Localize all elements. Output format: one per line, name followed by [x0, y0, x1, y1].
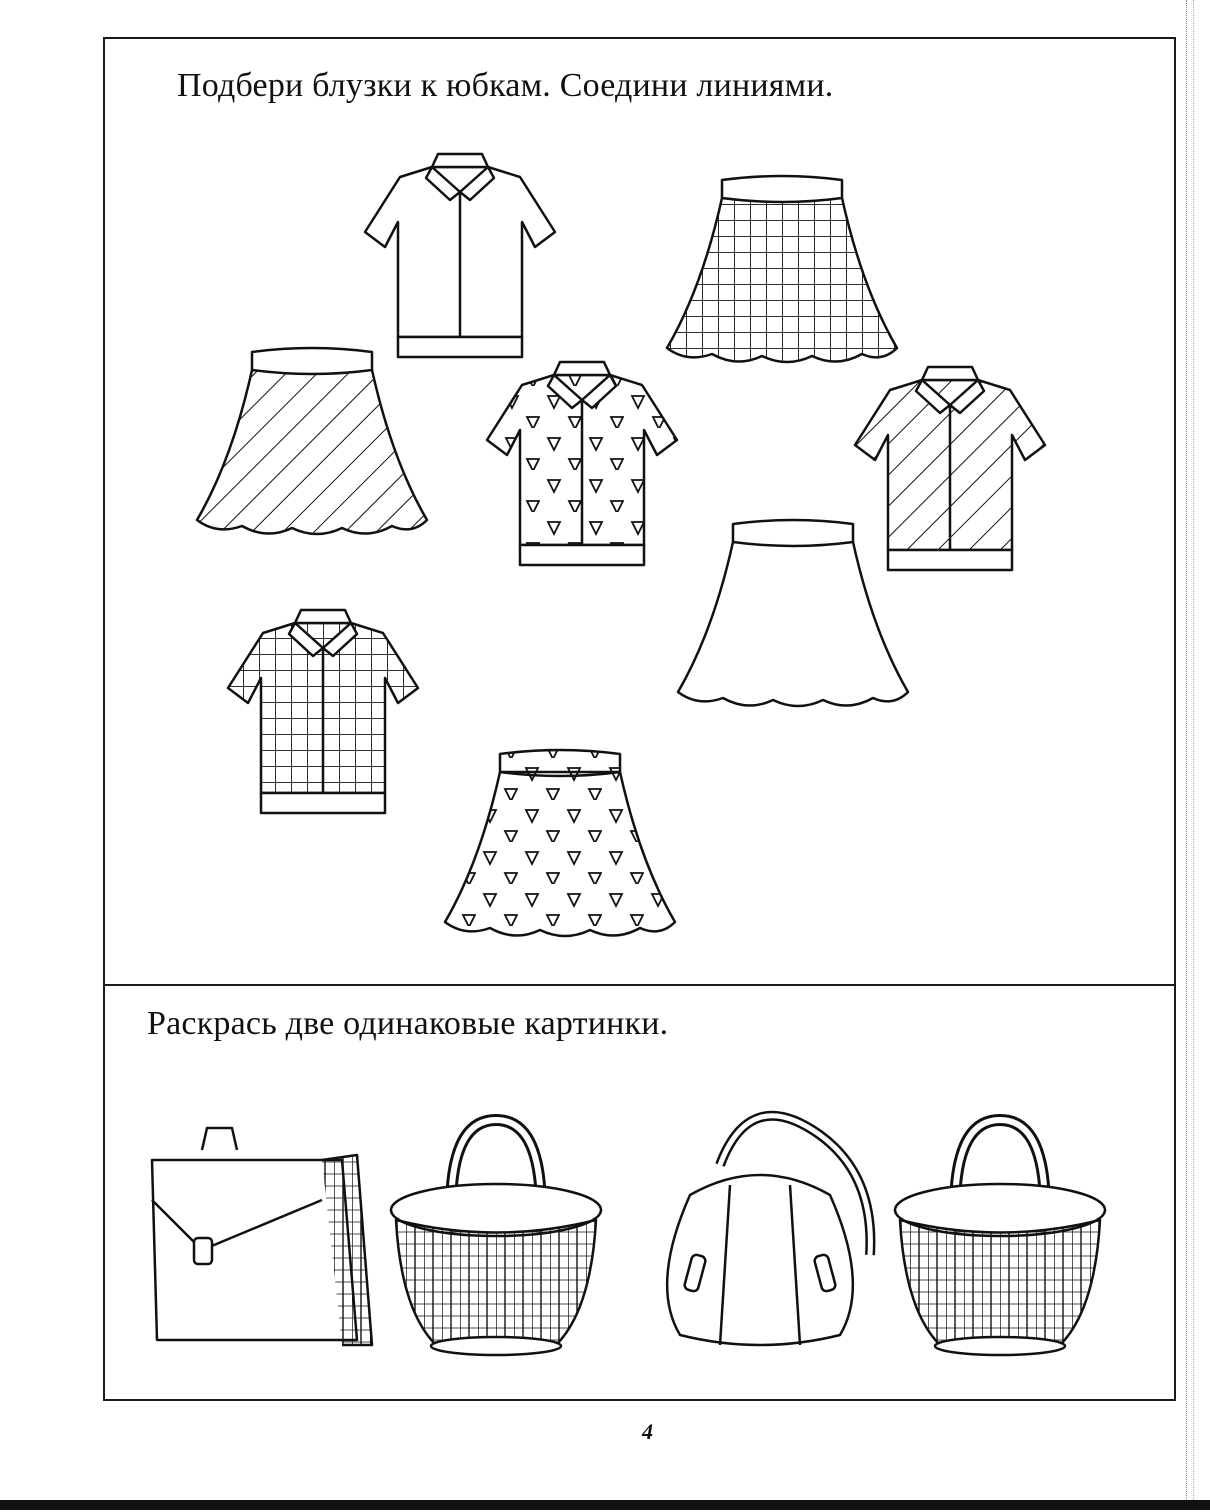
shoulder-bag-picture	[667, 1116, 870, 1345]
task1-instruction: Подбери блузки к юбкам. Соедини линиями.	[177, 67, 834, 104]
basket-picture	[391, 1120, 601, 1355]
blouse-checked	[228, 610, 418, 813]
skirt-plain	[678, 520, 908, 706]
page-number: 4	[642, 1419, 653, 1444]
basket-picture	[895, 1120, 1105, 1355]
blouse-striped	[855, 367, 1045, 570]
skirt-triangles	[445, 750, 675, 936]
briefcase-picture	[152, 1128, 372, 1345]
task2-instruction: Раскрась две одинаковые картинки.	[147, 1005, 669, 1042]
skirt-checked	[667, 176, 897, 362]
blouse-triangles	[487, 362, 677, 565]
page-bottom-edge	[0, 1500, 1210, 1510]
skirt-striped	[197, 348, 427, 534]
blouse-plain	[365, 154, 555, 357]
